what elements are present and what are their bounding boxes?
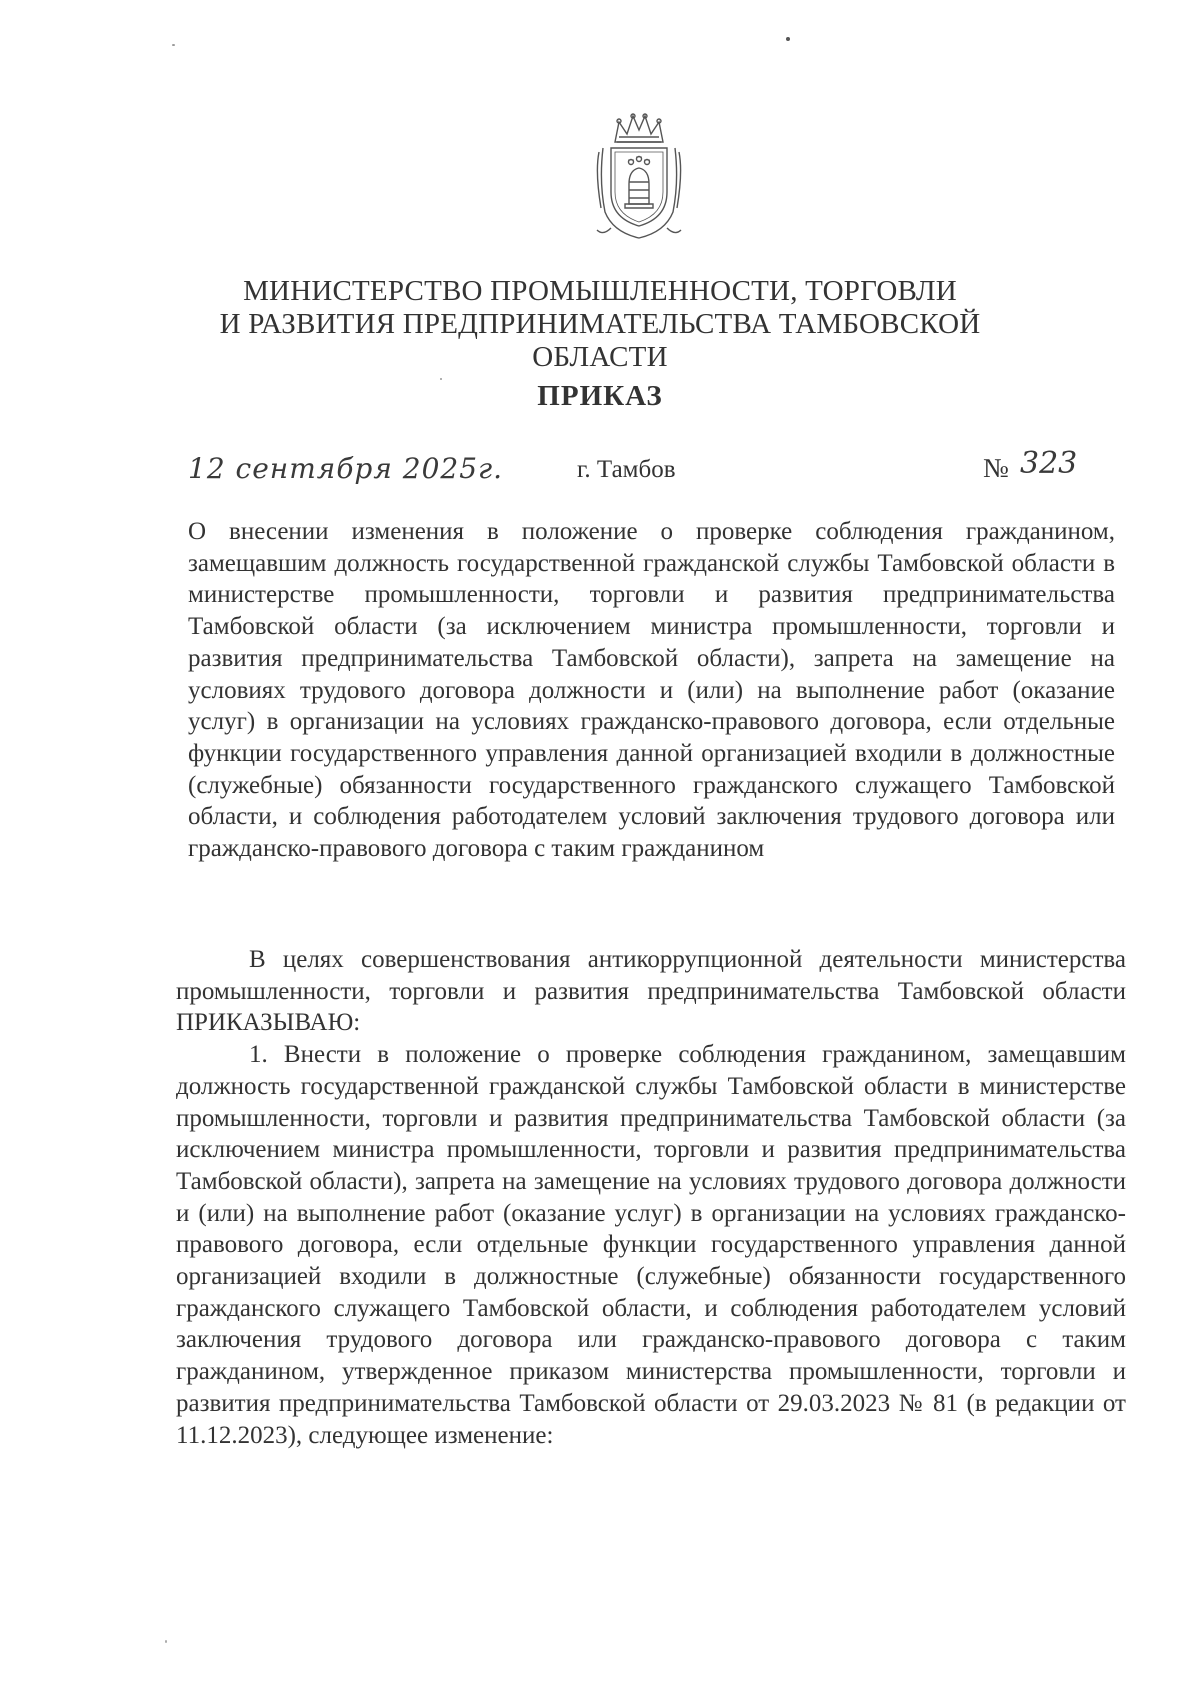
number-label: № [983,453,1009,483]
scan-speck [786,37,790,41]
ministry-name-line-2: И РАЗВИТИЯ ПРЕДПРИНИМАТЕЛЬСТВА ТАМБОВСКОЙ ОБЛАСТИ [219,308,981,373]
city: г. Тамбов [577,456,676,483]
scan-speck [165,1640,167,1643]
item-1-paragraph: 1. Внести в положение о проверке соблюдения гражданином, замещавшим должность государственной гражданской службы Тамбовской области в министерстве промышленности, торговли и развития предпринимательства Тамбовской области (за исключением министра промышленности, торговли и развития предпринимательства Тамбовской области), запрета на замещение на условиях трудового договора должности и (или) на выполнение работ (оказание услуг) в организации на условиях гражданско-правового договора, если отдельные функции государственного управления данной организацией входили в должностные (служебные) обязанности государственного гражданского служащего Тамбовской области, и соблюдения работодателем условий заключения трудового договора или гражданско-правового договора с таким гражданином, утвержденное приказом министерства промышленности, торговли и развития предпринимательства Тамбовской области от 29.03.2023 № 81 (в редакции от 11.12.2023), следующее изменение: [176,1041,1126,1449]
ministry-name-line-1: МИНИСТЕРСТВО ПРОМЫШЛЕННОСТИ, ТОРГОВЛИ [243,275,957,307]
scan-speck [172,44,175,46]
document-type-title: ПРИКАЗ [537,380,663,412]
preamble-paragraph: В целях совершенствования антикоррупционной деятельности министерства промышленности, торговли и развития предпринимательства Тамбовской области ПРИКАЗЫВАЮ: [176,946,1126,1037]
tambov-region-coat-of-arms-icon [593,112,685,242]
handwritten-order-number: 323 [1020,446,1078,481]
order-body [176,944,1126,1451]
ministry-name [150,275,1050,374]
handwritten-date: 12 сентября 2025г. [188,452,504,485]
order-subject: О внесении изменения в положение о проверке соблюдения гражданином, замещавшим должность государственной гражданской службы Тамбовской области в министерстве промышленности, торговли и развития предпринимательства Тамбовской области (за исключением министра промышленности, торговли и развития предпринимательства Тамбовской области), запрета на замещение на условиях трудового договора должности и (или) на выполнение работ (оказание услуг) в организации на условиях гражданско-правового договора, если отдельные функции государственного управления данной организацией входили в должностные (служебные) обязанности государственного гражданского служащего Тамбовской области, и соблюдения работодателем условий заключения трудового договора или гражданско-правового договора с таким гражданином [188,518,1115,863]
